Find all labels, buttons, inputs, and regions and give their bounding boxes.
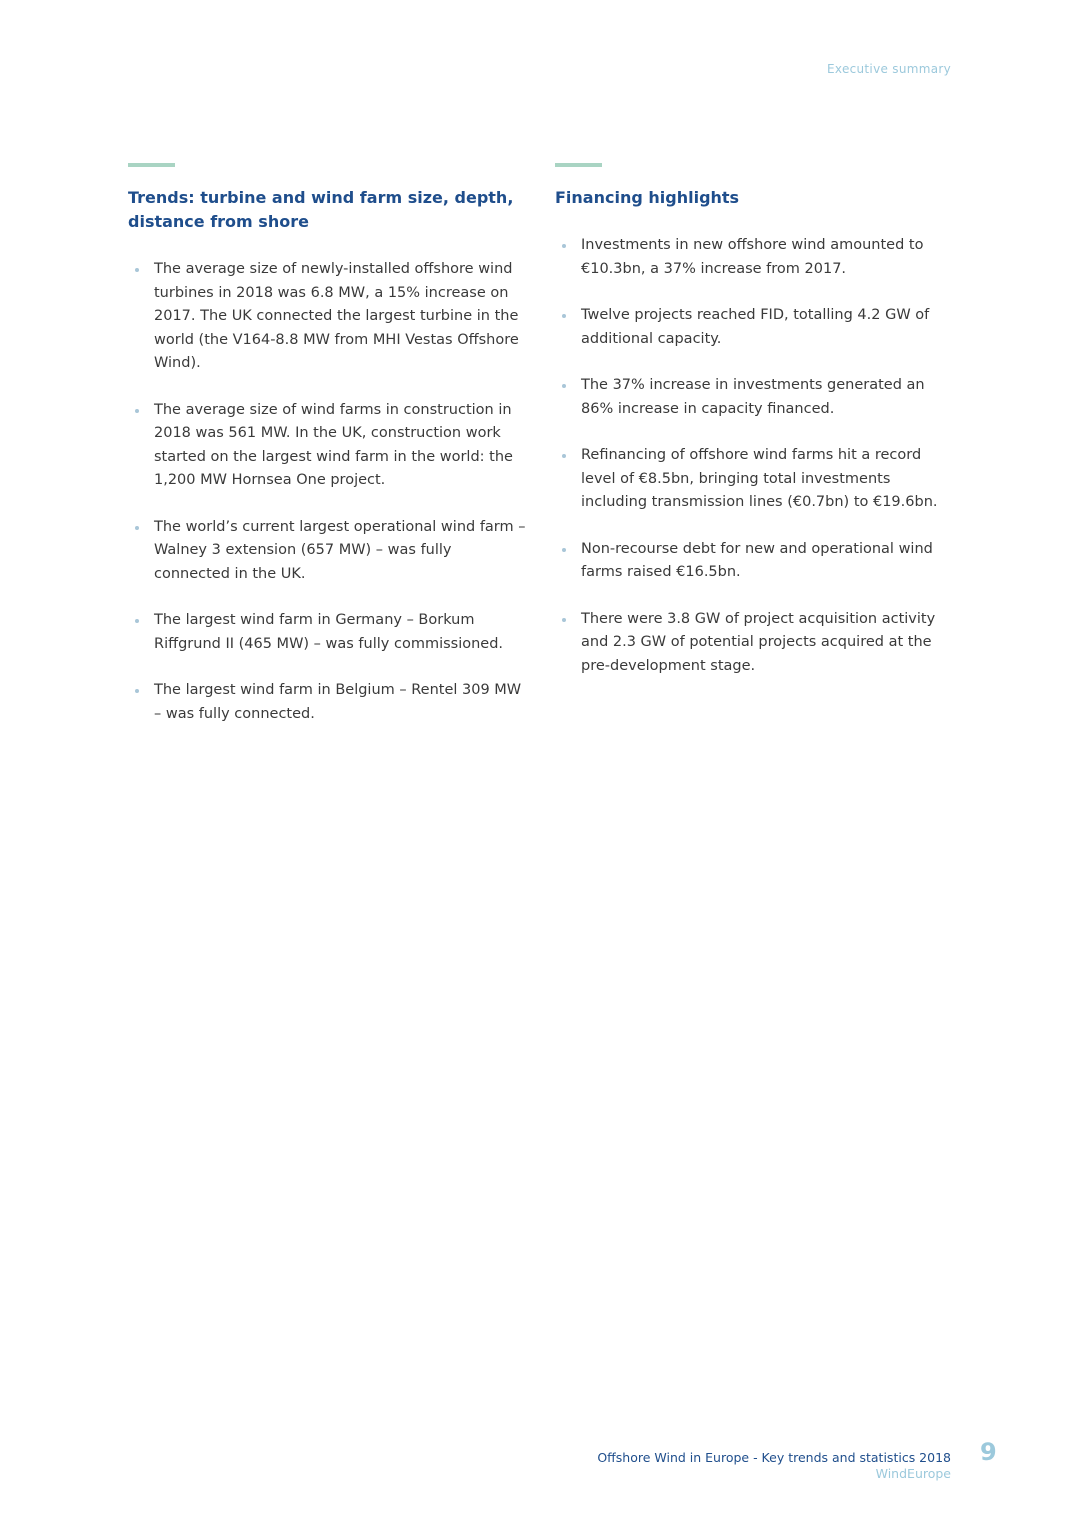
bullet-dot-icon — [135, 409, 139, 413]
page-footer — [597, 1450, 951, 1482]
list-item — [128, 258, 528, 376]
financing-bullet-list — [555, 234, 955, 678]
trends-section — [128, 163, 528, 749]
section-accent-bar — [555, 163, 602, 167]
list-item — [128, 399, 528, 493]
bullet-dot-icon — [562, 244, 566, 248]
list-item-text: The 37% increase in investments generated an 86% increase in capacity financed. — [581, 377, 925, 417]
page-number: 9 — [980, 1438, 997, 1466]
bullet-dot-icon — [135, 619, 139, 623]
list-item-text: Investments in new offshore wind amounted to €10.3bn, a 37% increase from 2017. — [581, 237, 924, 277]
bullet-dot-icon — [562, 314, 566, 318]
footer-organization: WindEurope — [875, 1466, 951, 1481]
trends-bullet-list — [128, 258, 528, 726]
bullet-dot-icon — [562, 548, 566, 552]
footer-publication-title: Offshore Wind in Europe - Key trends and statistics 2018 — [597, 1450, 951, 1465]
list-item — [128, 516, 528, 587]
bullet-dot-icon — [135, 689, 139, 693]
list-item — [555, 608, 955, 679]
trends-heading: Trends: turbine and wind farm size, depth, distance from shore — [128, 188, 514, 231]
section-accent-bar — [128, 163, 175, 167]
bullet-dot-icon — [135, 526, 139, 530]
bullet-dot-icon — [562, 454, 566, 458]
financing-section — [555, 163, 955, 701]
list-item-text: The average size of wind farms in construction in 2018 was 561 MW. In the UK, construction work started on the largest wind farm in the world: the 1,200 MW Hornsea One project. — [154, 401, 513, 488]
bullet-dot-icon — [135, 268, 139, 272]
list-item-text: The world’s current largest operational wind farm – Walney 3 extension (657 MW) – was fully connected in the UK. — [154, 518, 526, 582]
bullet-dot-icon — [562, 384, 566, 388]
financing-heading: Financing highlights — [555, 188, 740, 207]
list-item — [555, 304, 955, 351]
list-item-text: The largest wind farm in Germany – Borkum Riffgrund II (465 MW) – was fully commissioned. — [154, 612, 504, 652]
list-item — [128, 679, 528, 726]
list-item — [555, 374, 955, 421]
list-item-text: There were 3.8 GW of project acquisition activity and 2.3 GW of potential projects acquired at the pre-development stage. — [581, 610, 936, 674]
list-item — [555, 234, 955, 281]
list-item-text: Twelve projects reached FID, totalling 4.2 GW of additional capacity. — [581, 307, 930, 347]
list-item-text: The average size of newly-installed offshore wind turbines in 2018 was 6.8 MW, a 15% increase on 2017. The UK connected the largest turbine in the world (the V164-8.8 MW from MHI Vestas Offshore Wind). — [154, 261, 519, 371]
list-item-text: Refinancing of offshore wind farms hit a record level of €8.5bn, bringing total investments including transmission lines (€0.7bn) to €19.6bn. — [581, 447, 938, 510]
list-item — [128, 609, 528, 656]
running-header: Executive summary — [827, 62, 951, 76]
list-item-text: The largest wind farm in Belgium – Rentel 309 MW – was fully connected. — [154, 682, 522, 722]
bullet-dot-icon — [562, 618, 566, 622]
list-item — [555, 444, 955, 515]
list-item — [555, 538, 955, 585]
list-item-text: Non-recourse debt for new and operational wind farms raised €16.5bn. — [581, 540, 933, 580]
